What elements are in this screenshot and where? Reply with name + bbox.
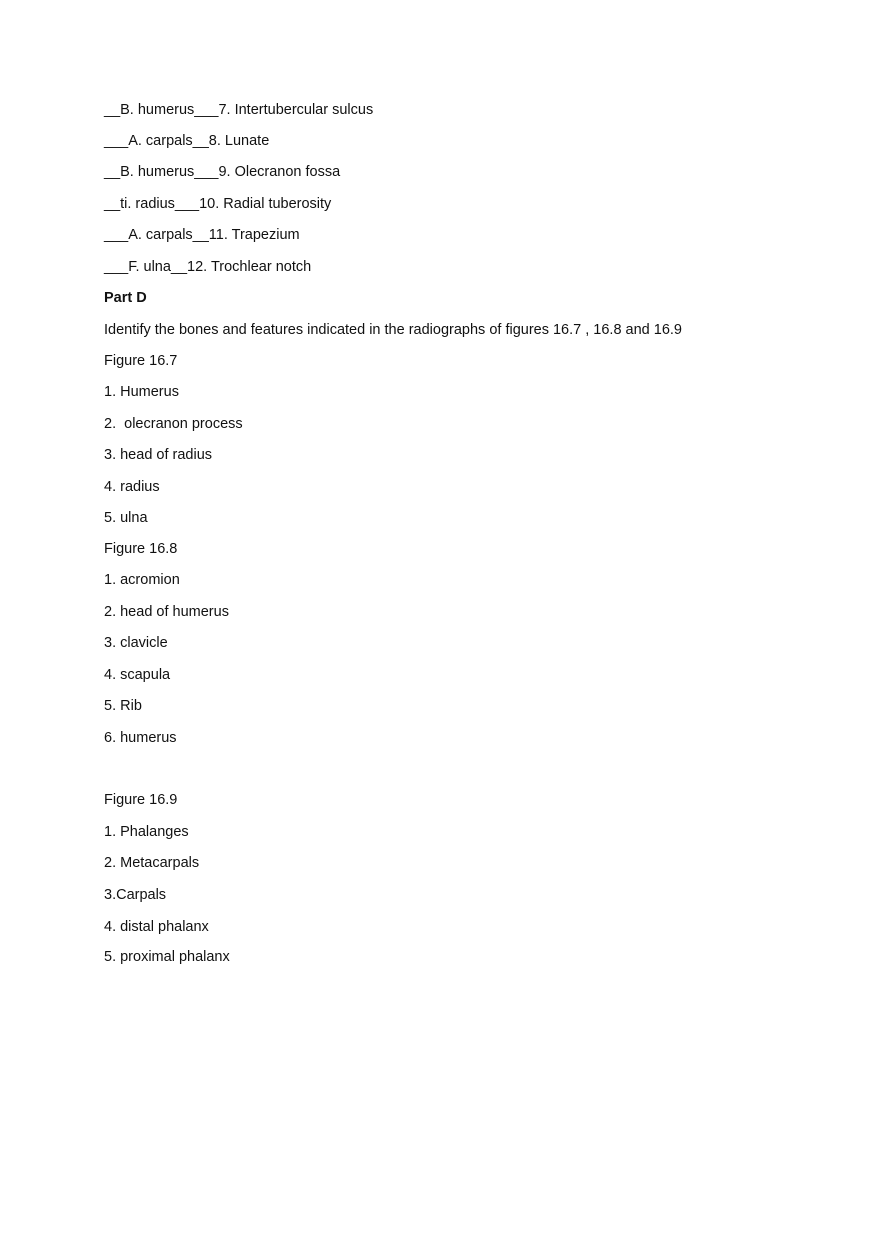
matching-line: __ti. radius___10. Radial tuberosity: [104, 196, 332, 212]
list-item: 6. humerus: [104, 730, 177, 746]
part-d-heading: Part D: [104, 290, 147, 306]
list-item: 3. clavicle: [104, 635, 168, 651]
list-item: 1. acromion: [104, 572, 180, 588]
figure-16-8-title: Figure 16.8: [104, 541, 178, 557]
matching-line: ___F. ulna__12. Trochlear notch: [104, 259, 312, 275]
list-item: 3.Carpals: [104, 887, 167, 903]
list-item: 4. radius: [104, 479, 160, 495]
list-item: 2. olecranon process: [104, 416, 243, 432]
list-item: 1. Humerus: [104, 384, 179, 400]
matching-line: ___A. carpals__8. Lunate: [104, 133, 270, 149]
matching-line: __B. humerus___7. Intertubercular sulcus: [104, 102, 374, 118]
list-item: 3. head of radius: [104, 447, 213, 463]
part-d-instruction: Identify the bones and features indicated in the radiographs of figures 16.7 , 16.8 and 16.9: [104, 322, 682, 338]
figure-16-9-title: Figure 16.9: [104, 792, 178, 808]
matching-line: __B. humerus___9. Olecranon fossa: [104, 164, 341, 180]
matching-line: ___A. carpals__11. Trapezium: [104, 227, 300, 243]
list-item: 5. ulna: [104, 510, 148, 526]
list-item: 5. Rib: [104, 698, 142, 714]
list-item: 4. distal phalanx: [104, 919, 209, 935]
list-item: 4. scapula: [104, 667, 171, 683]
list-item: 5. proximal phalanx: [104, 949, 230, 965]
figure-16-7-title: Figure 16.7: [104, 353, 178, 369]
list-item: 2. Metacarpals: [104, 855, 200, 871]
list-item: 1. Phalanges: [104, 824, 189, 840]
list-item: 2. head of humerus: [104, 604, 229, 620]
